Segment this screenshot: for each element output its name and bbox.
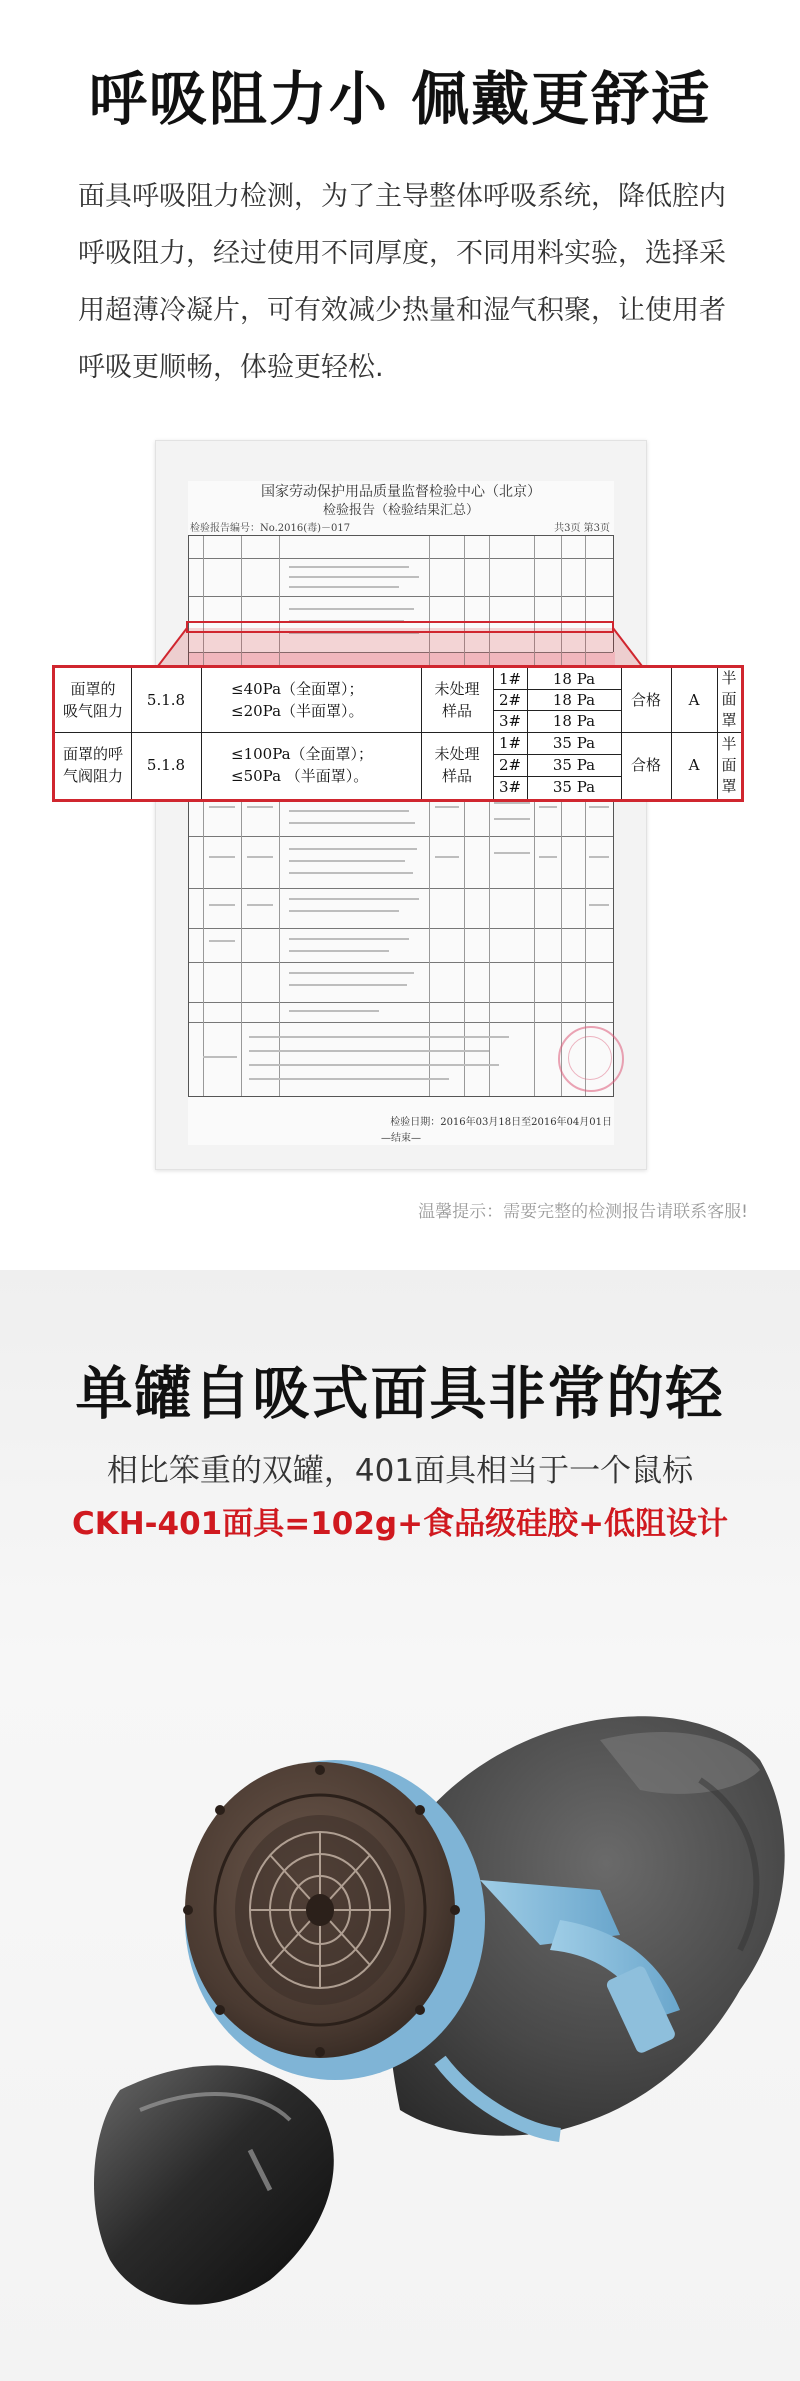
row2-sample-id-3: 3# (498, 778, 522, 796)
row1-clause: 5.1.8 (146, 691, 186, 709)
intro-line: 面具呼吸阻力检测，为了主导整体呼吸系统，降低腔内 (78, 181, 726, 212)
row1-conclusion: 合格 (630, 691, 661, 709)
report-org-title: 国家劳动保护用品质量监督检验中心（北京） (261, 484, 541, 500)
exhalation-valve-cover (94, 2065, 334, 2304)
row2-result-2: 35 Pa (552, 756, 596, 774)
zoom-connector (155, 618, 645, 670)
row1-result-3: 18 Pa (552, 712, 596, 730)
lightweight-section (0, 1270, 800, 2381)
row1-sample: 未处理 样品 (434, 680, 480, 720)
row1-sample-id-2: 2# (498, 691, 522, 709)
intro-line: 呼吸更顺畅，体验更轻松. (78, 352, 384, 383)
comparison-text: 相比笨重的双罐，401面具相当于一个鼠标 (106, 1453, 694, 1489)
section-title-lightweight: 单罐自吸式面具非常的轻 (75, 1361, 725, 1427)
test-report-document (155, 440, 647, 1170)
report-page-number: 共3页 第3页 (554, 523, 610, 534)
row1-sample-id-1: 1# (498, 670, 522, 688)
row2-sample: 未处理 样品 (434, 745, 480, 785)
row1-sample-id-3: 3# (498, 712, 522, 730)
respirator-mask-image (0, 1590, 800, 2381)
row2-item: 面罩的呼 气阀阻力 (62, 745, 123, 785)
report-subtitle: 检验报告（检验结果汇总） (322, 503, 479, 518)
row2-sample-id-2: 2# (498, 756, 522, 774)
row1-class: A (688, 691, 700, 709)
row2-requirement: ≤100Pa（全面罩）； ≤50Pa （半面罩）。 (231, 745, 374, 785)
contact-tip: 温馨提示：需要完整的检测报告请联系客服! (418, 1202, 748, 1222)
row1-result-2: 18 Pa (552, 691, 596, 709)
official-seal-inner (568, 1036, 612, 1080)
intro-paragraph (78, 168, 758, 396)
report-number: 检验报告编号：No.2016(毒)－017 (190, 523, 351, 534)
row2-conclusion: 合格 (630, 756, 661, 774)
zoomed-resistance-table (52, 665, 744, 802)
row2-class: A (688, 756, 700, 774)
product-spec-highlight: CKH-401面具=102g+食品级硅胶+低阻设计 (71, 1506, 729, 1542)
intro-line: 呼吸阻力，经过使用不同厚度，不同用料实验，选择采 (78, 238, 726, 269)
report-end-mark: —结束— (381, 1133, 421, 1144)
intro-line: 用超薄冷凝片，可有效减少热量和湿气积聚，让使用者 (78, 295, 726, 326)
row2-result-3: 35 Pa (552, 778, 596, 796)
row2-result-1: 35 Pa (552, 734, 596, 752)
section-title-resistance: 呼吸阻力小 佩戴更舒适 (88, 65, 712, 133)
report-date: 检验日期：2016年03月18日至2016年04月01日 (390, 1117, 612, 1128)
row2-sample-id-1: 1# (498, 734, 522, 752)
row1-remark: 半 面 罩 (721, 669, 737, 729)
row2-clause: 5.1.8 (146, 756, 186, 774)
row1-result-1: 18 Pa (552, 670, 596, 688)
row1-requirement: ≤40Pa（全面罩）； ≤20Pa（半面罩）。 (231, 680, 364, 720)
row1-item: 面罩的 吸气阻力 (62, 680, 123, 720)
test-report-page (188, 481, 614, 1145)
row2-remark: 半 面 罩 (721, 735, 737, 795)
